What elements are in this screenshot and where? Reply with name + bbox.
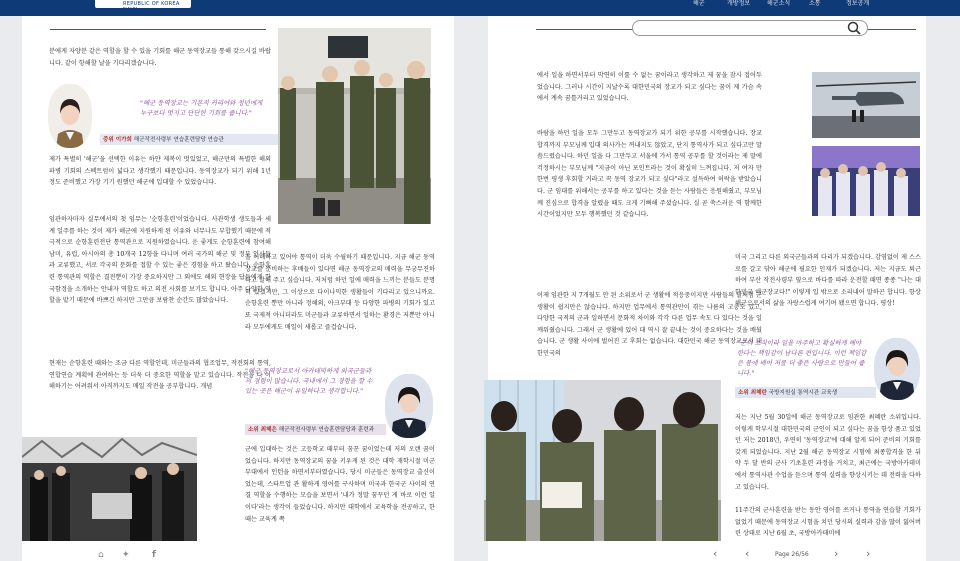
quote-choi-hyeran: "군의 조직이라 일을 마주하고 확실하게 해야 한다는 책임감이 남다른 편입니다. 이런 책임감은 몸에 배어 저를 더 좋은 사람으로 만들어 줍니다."	[737, 339, 867, 377]
page-indicator: Page 26/56	[775, 551, 809, 558]
caption-lee-role: 해군작전사령부 연습훈련담당 연습관	[133, 137, 224, 143]
officer-choi-portrait-drawing	[385, 374, 433, 438]
officer-choi-hyeran-portrait-drawing	[874, 338, 920, 400]
officer-lee-portrait-drawing	[48, 84, 92, 148]
nav-item-news[interactable]: 해군소식	[767, 0, 791, 7]
celebration-photo-drawing	[812, 146, 920, 216]
left-page-rule	[50, 29, 266, 30]
photo-honor-guard	[22, 437, 197, 541]
navy-logo[interactable]	[95, 0, 191, 13]
quote-choi: "해군 동역장교로서 아카데믹하게 외국군들과의 경험이 많습니다. 국내에서 그 경험을 할 수 있는 곳은 해군이 유일하다고 생각합니다."	[245, 367, 373, 395]
caption-choi-role: 해군작전사령부 연습훈련담당과 훈련과	[278, 427, 375, 433]
next-page-icon[interactable]: ›	[834, 547, 839, 560]
caption-choi-hyeran-role: 국방지원실 통역시관 교육생	[768, 390, 838, 396]
facebook-icon[interactable]: f	[152, 550, 156, 560]
helicopter-photo-drawing	[812, 72, 920, 138]
right-paragraph-3: 이제 임관한 지 7개월도 안 된 소위로서 군 생활에 적응중이지만 사람들의 말처럼 군 생활이 쉽지만은 않습니다. 하지만 업무에서 통역관만이 겪는 나름의 고충도 있고, 다양한 국적의 군과 일하면서 문화적 차이와 각각 다른 업무 속도 다 있다는 것을 일깨워줬습니다. 그래서 군 생활에 있어 대 역시 잘 끝내는 것이 중요하다는 것을 배웠습니다. 군 생활 사이에 벌어진 고 후회는 없습니다. 대한민국 해군 동역장교로서 대한민국의	[537, 292, 762, 357]
honor-guard-photo-drawing	[22, 437, 197, 541]
right-paragraph-4: 미국 그리고 다른 외국군들과의 다리가 되겠습니다. 감염없이 제 스스로를 갈고 닦아 해군에 필요한 인재가 되겠습니다. 저는 지금도 퇴근하여 부산 작전사령부 옆으로 바다를 따라 운전할 때면 종종 "나는 대한민국 해군장교다!" 이렇게 입 밖으로 소리내어 말하곤 합니다. 항상 해군으로서의 삶을 자랑스럽게 여기며 됐으면 합니다. 평상!	[735, 254, 921, 308]
officer-choi-hyeran-portrait	[874, 338, 920, 400]
photo-helicopter-deck	[812, 72, 920, 138]
twitter-icon[interactable]: ✦	[122, 550, 130, 560]
body-paragraph-1: 제가 특별히 '해군'을 선택한 이유는 하얀 제복이 멋있었고, 해군만의 특별한 해외파병 기회의 스펙트럼이 넓다고 생각했기 때문입니다. 동역장교가 되기 위해 1년 정도 준비했고 가장 기기 원했던 해군에 입대할 수 있었습니다.	[49, 156, 271, 187]
classroom-photo-drawing	[484, 380, 721, 541]
caption-lee-name: 중위 이가희	[103, 137, 132, 143]
right-paragraph-5: 저는 지난 5월 30일에 해군 동역장교로 임관한 최혜란 소위입니다. 이렇게 학부시절 대한민국의 군인이 되고 싶다는 꿈을 항상 품고 있었던 저는 2018년, 우연히 '동역장교'에 대해 알게 되어 준비의 기회를 갖게 되었습니다. 지난 2월 해군 동역장교 시험에 최종합격을 한 뒤 약 두 달 반의 군사 기초훈련 과정을 거치고, 최근에는 국방아카데미에서 통역사관 수업을 듣으며 통역 실력을 향상시키는 데 전력을 다하고 있습니다.	[735, 414, 921, 491]
photo-celebration	[812, 146, 920, 216]
nav-item-communication[interactable]: 소통	[809, 0, 821, 7]
first-page-icon[interactable]: ‹	[713, 547, 718, 560]
right-paragraph-6: 11주간의 군사훈련을 받는 동안 영어를 쓰거나 통역을 연습할 기회가 없었기 때문에 동역장교 시험을 치던 당시의 실력과 감을 많이 잃어버린 상태로 지난 6월 초, 국방아카데미에	[735, 507, 921, 538]
caption-lee	[100, 134, 278, 145]
home-icon[interactable]: ⌂	[98, 550, 104, 560]
officer-lee-portrait	[48, 84, 92, 148]
ceremony-photo-drawing	[278, 28, 431, 224]
top-nav-bar	[0, 0, 960, 16]
officer-choi-portrait	[385, 374, 433, 438]
intro-paragraph: 분에게 자양분 같은 역할을 할 수 있을 기회를 해군 동역장교들 통해 갖으시길 바랍니다. 같이 항해할 날을 기다리겠습니다.	[49, 48, 271, 67]
caption-choi-hyeran-name: 소위 최혜란	[738, 390, 767, 396]
body-paragraph-3: 현재는 순항훈련 때와는 조금 다른 역할인데, 미군들과의 협조업무, 작전회의 통역, 연합연습 계획에 관여하는 등 더욱 더 중요한 역할을 맡고 있습니다. 작전을 다 이해하기는 어려워서 아직까지도 매일 작전을 공부합니다. 개념	[49, 360, 271, 391]
body-paragraph-mid: 을 이해하고 있어야 통역이 더욱 수월하기 때문입니다. 지금 해군 동역장교를 준비하는 후배들이 있다면 해군 동역장교의 매력을 무궁무진하다고 말해 주고 싶습니다. 저처럼 하던 일에 매력을 느끼는 분들도 분명히 있겠지만, 그 이상으로 다이나믹한 생활들이 기다리고 있으니까요. 순항훈련 뿐만 아니라 정해외, 아크부대 등 다양한 파병의 기회가 있고 또 국제적 아니더라도 미군들과 교류하면서 일하는 환경은 저뿐만 아니라 모두에게도 매일이 새롭고 즐겁습니다.	[245, 254, 435, 331]
body-paragraph-2: 임관하자마자 실무에서의 첫 임무는 '순항훈련'이었습니다. 사관학생 생도들과 세계 일주를 하는 것이 제가 해군에 지원하게 된 이유와 너무나도 부합했기 때문에 적극적으로 순항훈련전단 통역관으로 지원하였습니다. 운 좋게도 순항훈련에 참여해 남미, 유럽, 아시아의 총 10개국 12항을 다니며 여러 국가의 해군 및 정부 인사들과 교류했고, 서로 각국의 문화를 접할 수 있는 좋은 경험을 하고 왔습니다. 순항훈련 통역관의 역할은 결전뿐이 가장 중요하지만 그 외에도 해외 현장을 답들에게 한국함정을 소개하는 안내자 역할도 하고 의전 사회를 보기도 합니다. 아주 다양한 역할을 맡기 때문에 바쁘긴 하지만 그만큼 보람찬 순간도 많았습니다.	[49, 216, 271, 305]
nav-item-info[interactable]: 개방정보	[727, 0, 751, 7]
caption-choi	[245, 424, 386, 435]
caption-choi-hyeran	[735, 387, 876, 398]
nav-item-navy[interactable]: 해군	[693, 0, 705, 7]
photo-ceremony-handshake	[278, 28, 431, 224]
caption-choi-name: 소위 최혜은	[248, 427, 277, 433]
search-icon-glyph	[846, 20, 862, 36]
body-paragraph-4: 군에 입대하는 것은 고등학교 때부터 꿈꾼 꿈이었는데 저의 오랜 꿈이었습니다. 하지만 동역장교의 꿈을 키우게 된 것은 대학 재학시절 미군부대에서 인턴을 하면서부터였습니다. 당시 미군들은 동역장교 출신이었는데, 스타트업 관 활하게 영어를 구사하며 미국과 한국군 사이의 연결 역할을 수행하는 모습을 보면서 '내가 정말 꿈꾸던 게 바로 이런 일이다'라는 생각이 들었습니다. 하지만 대학에서 교육학을 전공하고, 한 때는 교육계 쪽	[245, 446, 435, 523]
search-icon[interactable]	[846, 20, 862, 36]
last-page-icon[interactable]: ›	[866, 547, 871, 560]
right-paragraph-1: 에서 일을 하면서부터 막연히 이룰 수 없는 꿈이라고 생각하고 제 꿈을 잠시 접어두었습니다. 그러나 시간이 지날수록 대한민국의 장교가 되고 싶다는 꿈이 제 가슴 속에서 계속 꿈틀거리고 있었습니다.	[537, 72, 762, 103]
logo-text: REPUBLIC OF KOREA NAVY	[123, 1, 180, 13]
photo-classroom-study	[484, 380, 721, 541]
nav-item-disclosure[interactable]: 정보공개	[846, 0, 870, 7]
quote-lee: "해군 동역장교는 기본적 커리어와 청년에게 누구보다 멋지고 단단한 기회를 줍니다."	[140, 99, 263, 117]
prev-page-icon[interactable]: ‹	[745, 547, 750, 560]
right-paragraph-2: 바람을 하던 일을 모두 그만두고 동역장교가 되기 위한 공부를 시작했습니다. 장교 합격까지 부모님께 입대 의사가는 꺼내지도 않았고, 단지 통역사가 되고 싶다고만 말씀드렸습니다. 하던 일을 다 그만두고 서울에 가서 통역 공부를 할 것이라는 제 말에 걱정하시는 부모님께 "지금이 아닌 포인트라는 것이 확실히 느껴집니다. 저 여자 만 한번 평생 후회할 거라고 꼭 동역 장교가 되고 싶다"라고 설득하여 허락을 받았습니다. 군 임대를 위해서는 공부를 하고 있다는 것을 듣는 사람들은 응원해줬고, 부모님께 진심으로 합격을 알렸을 때도 크게 기뻐해 주셨습니다. 실 곧 쑥스러운 역 함께한 시간이었지만 모두 행복했던 것 같습니다.	[537, 130, 762, 219]
search-input[interactable]	[632, 20, 868, 36]
